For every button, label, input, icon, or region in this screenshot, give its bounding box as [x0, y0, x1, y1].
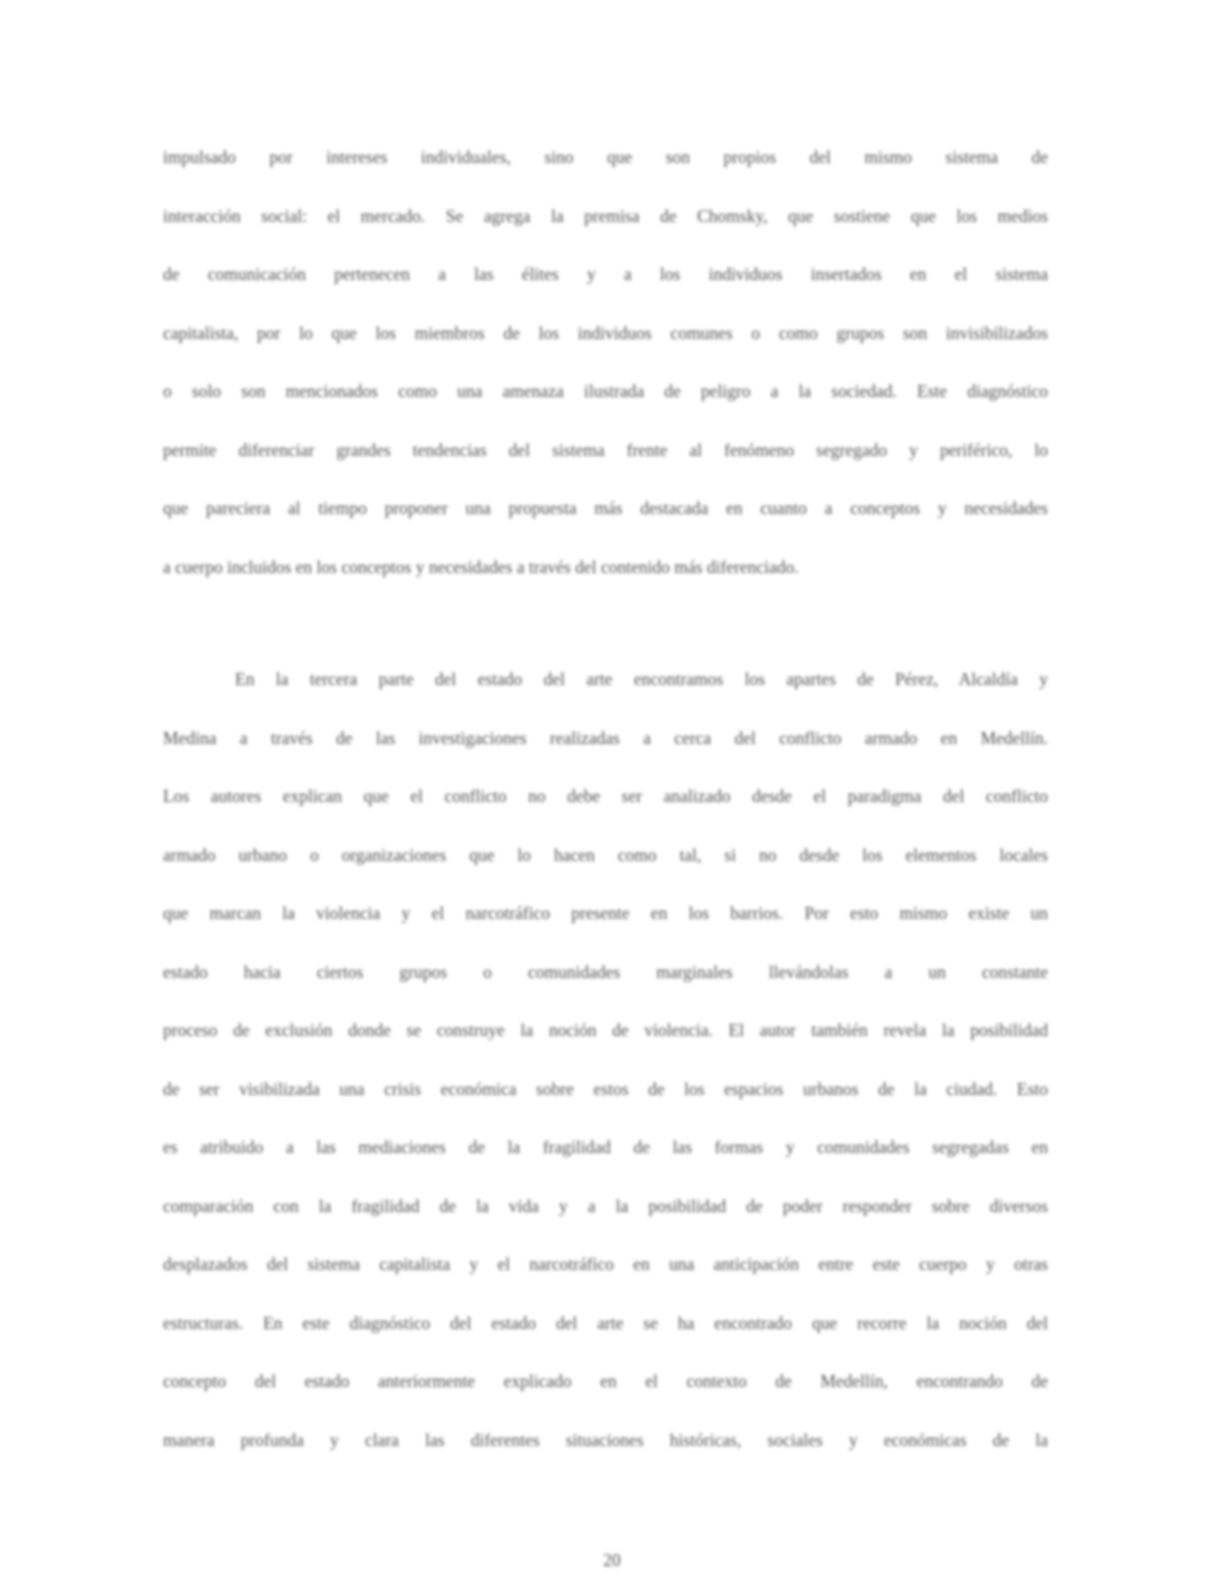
paragraph-line: estado hacia ciertos grupos o comunidades marginales llevándolas a un constante: [163, 961, 1048, 982]
paragraph-line: que pareciera al tiempo proponer una propuesta más destacada en cuanto a conceptos y necesidades: [163, 498, 1048, 518]
paragraph-2: [163, 650, 1048, 1469]
paragraph-line: es atribuido a las mediaciones de la fragilidad de las formas y comunidades segregadas en: [163, 1137, 1048, 1157]
paragraph-line: Los autores explican que el conflicto no debe ser analizado desde el paradigma del conflicto: [163, 786, 1048, 806]
paragraph-line: comparación con la fragilidad de la vida y a la posibilidad de poder responder sobre diversos: [163, 1195, 1048, 1216]
paragraph-line: estructuras. En este diagnóstico del estado del arte se ha encontrado que recorre la noción del: [163, 1312, 1048, 1333]
paragraph-line: o solo son mencionados como una amenaza ilustrada de peligro a la sociedad. Este diagnóstico: [163, 381, 1048, 401]
paragraph-line: permite diferenciar grandes tendencias del sistema frente al fenómeno segregado y periférico, lo: [163, 439, 1048, 460]
paragraph-line: a cuerpo incluidos en los conceptos y necesidades a través del contenido más diferenciado.: [163, 556, 799, 577]
paragraph-line: concepto del estado anteriormente explicado en el contexto de Medellín, encontrando de: [163, 1371, 1048, 1391]
paragraph-line: interacción social: el mercado. Se agrega la premisa de Chomsky, que sostiene que los medios: [163, 205, 1048, 226]
paragraph-line: Medina a través de las investigaciones realizadas a cerca del conflicto armado en Medellín.: [163, 727, 1048, 748]
paragraph-line: proceso de exclusión donde se construye la noción de violencia. El autor también revela la posibilidad: [163, 1020, 1048, 1040]
paragraph-line: impulsado por intereses individuales, sino que son propios del mismo sistema de: [163, 147, 1048, 167]
paragraph-line: de comunicación pertenecen a las élites y a los individuos insertados en el sistema: [163, 264, 1048, 284]
paragraph-line: de ser visibilizada una crisis económica sobre estos de los espacios urbanos de la ciudad. Esto: [163, 1078, 1048, 1099]
paragraph-line: En la tercera parte del estado del arte encontramos los apartes de Pérez, Alcaldía y: [235, 669, 1048, 689]
page-number: 20: [603, 1550, 621, 1570]
paragraph-line: desplazados del sistema capitalista y el narcotráfico en una anticipación entre este cuerpo y otras: [163, 1254, 1048, 1274]
paragraph-line: capitalista, por lo que los miembros de los individuos comunes o como grupos son invisibilizados: [163, 322, 1048, 343]
paragraph-line: que marcan la violencia y el narcotráfico presente en los barrios. Por esto mismo existe un: [163, 903, 1048, 923]
paragraph-line: manera profunda y clara las diferentes situaciones históricas, sociales y económicas de la: [163, 1429, 1048, 1450]
paragraph-1: [163, 128, 1048, 596]
paragraph-line: armado urbano o organizaciones que lo hacen como tal, si no desde los elementos locales: [163, 844, 1048, 865]
